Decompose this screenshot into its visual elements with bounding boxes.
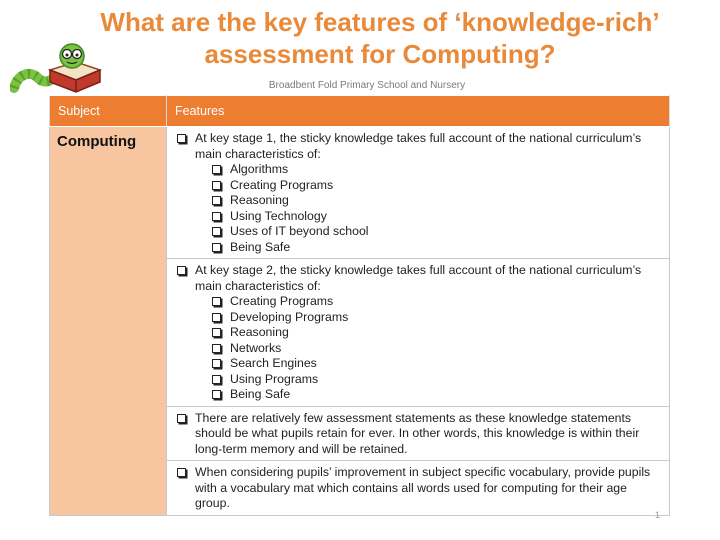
sub-bullet-item xyxy=(175,294,661,310)
bullet-text: At key stage 2, the sticky knowledge takes full account of the national curriculum’s main characteristics of: xyxy=(195,263,642,293)
checkbox-bullet-icon xyxy=(177,414,186,423)
checkbox-bullet-icon xyxy=(212,196,221,205)
checkbox-bullet-icon xyxy=(212,344,221,353)
sub-bullet-item xyxy=(175,209,661,225)
checkbox-bullet-icon xyxy=(212,181,221,190)
sub-bullet-text: Creating Programs xyxy=(230,294,334,308)
subject-cell: Computing xyxy=(50,127,167,516)
checkbox-bullet-icon xyxy=(212,390,221,399)
features-table xyxy=(49,95,670,516)
checkbox-bullet-icon xyxy=(212,328,221,337)
checkbox-bullet-icon xyxy=(212,313,221,322)
sub-bullet-item xyxy=(175,310,661,326)
sub-bullet-text: Being Safe xyxy=(230,239,291,254)
sub-bullet-item xyxy=(175,372,661,388)
bullet-item xyxy=(175,465,661,512)
sub-bullet-text: Networks xyxy=(230,340,282,355)
sub-bullet-item xyxy=(175,178,661,194)
features-cell-ks2 xyxy=(167,259,670,407)
sub-bullet-item xyxy=(175,240,661,256)
bullet-item xyxy=(175,131,661,162)
sub-bullet-text: Being Safe xyxy=(230,387,291,401)
bullet-item xyxy=(175,411,661,458)
bullet-text: There are relatively few assessment statements as these knowledge statements should be what pupils retain for ever. In other words, this knowledge is within their long-term memory and will be retained. xyxy=(195,410,640,456)
sub-bullet-text: Creating Programs xyxy=(230,177,334,192)
sub-bullet-text: Using Technology xyxy=(230,208,327,223)
sub-bullet-text: Search Engines xyxy=(230,356,317,370)
bullet-text: At key stage 1, the sticky knowledge takes full account of the national curriculum’s main characteristics of: xyxy=(195,131,642,161)
table-row xyxy=(50,127,670,259)
sub-bullet-text: Developing Programs xyxy=(230,309,349,324)
sub-bullet-text: Reasoning xyxy=(230,193,289,207)
features-cell-vocabulary xyxy=(167,461,670,516)
bullet-item xyxy=(175,263,661,294)
checkbox-bullet-icon xyxy=(212,375,221,384)
checkbox-bullet-icon xyxy=(177,266,186,275)
sub-bullet-item xyxy=(175,356,661,372)
table-header-row xyxy=(50,96,670,127)
sub-bullet-item xyxy=(175,162,661,178)
checkbox-bullet-icon xyxy=(212,212,221,221)
features-cell-retention xyxy=(167,406,670,461)
sub-bullet-item xyxy=(175,341,661,357)
sub-bullet-item xyxy=(175,387,661,403)
sub-bullet-item xyxy=(175,325,661,341)
checkbox-bullet-icon xyxy=(212,165,221,174)
checkbox-bullet-icon xyxy=(177,134,186,143)
checkbox-bullet-icon xyxy=(212,243,221,252)
sub-bullet-item xyxy=(175,224,661,240)
features-column-header: Features xyxy=(167,96,670,127)
school-name: Broadbent Fold Primary School and Nursery xyxy=(268,80,466,91)
sub-bullet-text: Algorithms xyxy=(230,162,289,176)
sub-bullet-text: Reasoning xyxy=(230,325,289,339)
sub-bullet-text: Using Programs xyxy=(230,371,319,386)
checkbox-bullet-icon xyxy=(212,297,221,306)
checkbox-bullet-icon xyxy=(212,359,221,368)
sub-bullet-text: Uses of IT beyond school xyxy=(230,224,369,238)
subject-column-header: Subject xyxy=(50,96,167,127)
slide-title: What are the key features of ‘knowledge-rich’ assessment for Computing? xyxy=(100,7,660,69)
sub-bullet-item xyxy=(175,193,661,209)
features-cell-ks1 xyxy=(167,127,670,259)
page-number: 1 xyxy=(655,510,661,520)
checkbox-bullet-icon xyxy=(177,468,186,477)
bullet-text: When considering pupils’ improvement in subject specific vocabulary, provide pupils with a vocabulary mat which contains all words used for computing for their age group. xyxy=(195,465,651,510)
checkbox-bullet-icon xyxy=(212,227,221,236)
